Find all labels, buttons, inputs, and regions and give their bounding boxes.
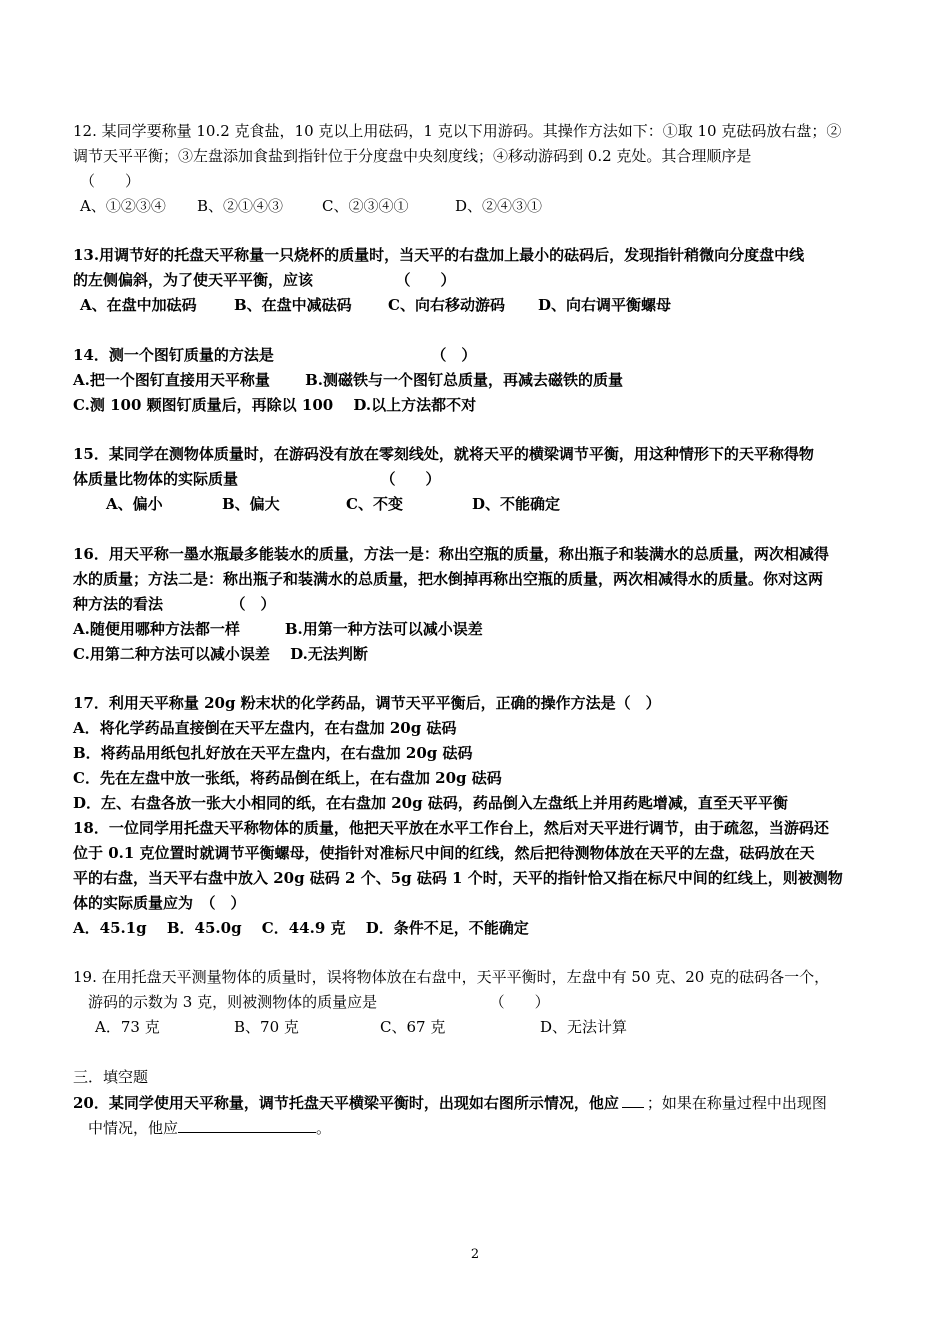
q14-option-ab: A.把一个图钉直接用天平称量 B.测磁铁与一个图钉总质量，再减去磁铁的质量	[73, 371, 623, 389]
page-number: 2	[470, 1247, 480, 1262]
q20-line2-text-a: 中情况，他应	[88, 1119, 179, 1137]
q20-answer-blank-2[interactable]	[178, 1118, 316, 1133]
q15-line1: 15．某同学在测物体质量时，在游码没有放在零刻线处，就将天平的横梁调节平衡，用这种情形下的天平称得物	[73, 445, 814, 463]
q13-option-a: A、在盘中加砝码	[80, 296, 197, 314]
q15-option-d: D、不能确定	[472, 495, 561, 513]
q20-line1	[73, 1093, 827, 1112]
q18-line4: 体的实际质量应为 （ ）	[73, 894, 246, 912]
q17-option-a: A．将化学药品直接倒在天平左盘内，在右盘加 20g 砝码	[73, 719, 457, 737]
q20-line2-text-b: 。	[316, 1119, 332, 1137]
q16-option-cd: C.用第二种方法可以减小误差 D.无法判断	[73, 645, 368, 663]
q19-option-b: B、70 克	[234, 1018, 299, 1036]
q16-option-ab: A.随便用哪种方法都一样 B.用第一种方法可以减小误差	[73, 620, 483, 638]
q20-line2	[88, 1118, 331, 1137]
q18-line1: 18．一位同学用托盘天平称物体的质量，他把天平放在水平工作台上，然后对天平进行调节，由于疏忽，当游码还	[73, 819, 829, 837]
q16-line2: 水的质量；方法二是：称出瓶子和装满水的总质量，把水倒掉再称出空瓶的质量，两次相减得水的质量。你对这两	[73, 570, 824, 588]
q19-option-d: D、无法计算	[540, 1018, 628, 1036]
q17-option-d: D．左、右盘各放一张大小相同的纸，在右盘加 20g 砝码，药品倒入左盘纸上并用药匙增减，直至天平平衡	[73, 794, 788, 812]
q16-line1: 16．用天平称一墨水瓶最多能装水的质量，方法一是：称出空瓶的质量，称出瓶子和装满水的总质量，两次相减得	[73, 545, 829, 563]
q13-line2: 的左侧偏斜，为了使天平平衡，应该 （ ）	[73, 271, 456, 289]
q18-options: A．45.1g B．45.0g C．44.9 克 D．条件不足，不能确定	[73, 919, 529, 937]
q17-option-b: B．将药品用纸包扎好放在天平左盘内，在右盘加 20g 砝码	[73, 744, 473, 762]
q20-answer-blank-1[interactable]	[622, 1093, 644, 1108]
q13-option-d: D、向右调平衡螺母	[538, 296, 672, 314]
q14-line1: 14．测一个图钉质量的方法是 （ ）	[73, 346, 477, 364]
q18-line2: 位于 0.1 克位置时就调节平衡螺母，使指针对准标尺中间的红线，然后把待测物体放在天平的左盘，砝码放在天	[73, 844, 815, 862]
q12-option-b: B、②①④③	[197, 197, 284, 215]
q12-line2: 调节天平平衡；③左盘添加食盐到指针位于分度盘中央刻度线；④移动游码到 0.2 克处。其合理顺序是	[73, 147, 752, 165]
q19-line2: 游码的示数为 3 克，则被测物体的质量应是 （ ）	[88, 993, 550, 1011]
q13-option-c: C、向右移动游码	[388, 296, 505, 314]
q17-option-c: C．先在左盘中放一张纸，将药品倒在纸上，在右盘加 20g 砝码	[73, 769, 502, 787]
q15-option-c: C、不变	[346, 495, 403, 513]
q15-option-a: A、偏小	[106, 495, 163, 513]
q13-option-b: B、在盘中减砝码	[234, 296, 352, 314]
q13-line1: 13.用调节好的托盘天平称量一只烧杯的质量时，当天平的右盘加上最小的砝码后，发现指针稍微向分度盘中线	[73, 246, 805, 264]
q19-line1: 19. 在用托盘天平测量物体的质量时，误将物体放在右盘中，天平平衡时，左盘中有 50 克、20 克的砝码各一个，	[73, 968, 830, 986]
q18-line3: 平的右盘，当天平右盘中放入 20g 砝码 2 个、5g 砝码 1 个时，天平的指针恰又指在标尺中间的红线上，则被测物	[73, 869, 843, 887]
q12-bracket: （ ）	[80, 172, 141, 190]
q14-option-cd: C.测 100 颗图钉质量后，再除以 100 D.以上方法都不对	[73, 396, 477, 414]
q20-line1-text-b: ；如果在称量过程中出现图	[646, 1094, 827, 1112]
q12-option-c: C、②③④①	[322, 197, 409, 215]
q12-option-a: A、①②③④	[80, 197, 166, 215]
q17-line1: 17．利用天平称量 20g 粉末状的化学药品，调节天平平衡后，正确的操作方法是（ ）	[73, 694, 661, 712]
q20-line1-text-a: 20．某同学使用天平称量，调节托盘天平横梁平衡时，出现如右图所示情况，他应	[73, 1094, 619, 1112]
section-title: 三．填空题	[73, 1068, 149, 1086]
q15-option-b: B、偏大	[222, 495, 280, 513]
q19-option-c: C、67 克	[380, 1018, 446, 1036]
q19-option-a: A．73 克	[95, 1018, 160, 1036]
q16-line3: 种方法的看法 （ ）	[73, 595, 276, 613]
q15-line2: 体质量比物体的实际质量 （ ）	[73, 470, 441, 488]
q12-option-d: D、②④③①	[455, 197, 543, 215]
q12-line1: 12. 某同学要称量 10.2 克食盐，10 克以上用砝码，1 克以下用游码。其操作方法如下：①取 10 克砝码放右盘；②	[73, 122, 842, 140]
